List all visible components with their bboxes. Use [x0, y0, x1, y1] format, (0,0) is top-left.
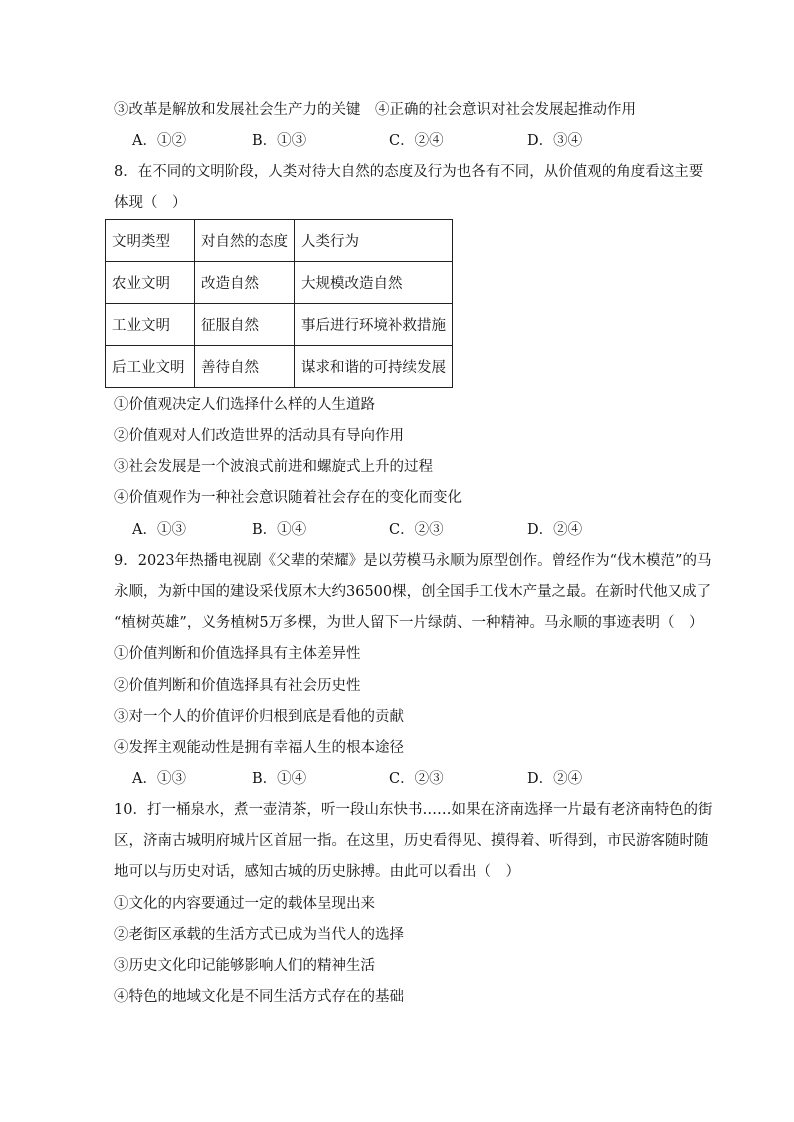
table-header-cell: 人类行为: [295, 220, 453, 262]
q7-option-c: C．②④: [389, 133, 444, 149]
q8-statement-3: ③社会发展是一个波浪式前进和螺旋式上升的过程: [114, 459, 433, 475]
q8-option-a: A．①③: [132, 522, 186, 538]
q7-option-a: A．①②: [132, 133, 186, 149]
q10-stem-line2: 区，济南古城明府城片区首屈一指。在这里，历史看得见、摸得着、听得到，市民游客随时随: [114, 833, 709, 849]
q9-stem-line2: 永顺，为新中国的建设采伐原木大约36500棵，创全国手工伐木产量之最。在新时代他又成了: [114, 584, 712, 600]
q8-option-b: B．①④: [252, 522, 307, 538]
table-cell: 工业文明: [106, 304, 195, 346]
q9-statement-4: ④发挥主观能动性是拥有幸福人生的根本途径: [114, 740, 404, 756]
q7-option-d: D．③④: [527, 133, 583, 149]
table-header-cell: 文明类型: [106, 220, 195, 262]
table-cell: 农业文明: [106, 262, 195, 304]
table-cell: 事后进行环境补救措施: [295, 304, 453, 346]
table-cell: 改造自然: [195, 262, 295, 304]
q8-statement-2: ②价值观对人们改造世界的活动具有导向作用: [114, 428, 404, 444]
q9-option-b: B．①④: [252, 771, 307, 787]
q10-statement-3: ③历史文化印记能够影响人们的精神生活: [114, 958, 375, 974]
q9-option-c: C．②③: [389, 771, 444, 787]
q10-statement-1: ①文化的内容要通过一定的载体呈现出来: [114, 896, 375, 912]
q8-stem-line2: 体现（ ）: [114, 195, 187, 211]
q9-option-d: D．②④: [527, 771, 583, 787]
table-row: [106, 262, 453, 304]
q10-statement-2: ②老街区承载的生活方式已成为当代人的选择: [114, 927, 404, 943]
table-header-row: [106, 220, 453, 262]
q9-option-a: A．①③: [132, 771, 186, 787]
q8-option-d: D．②④: [527, 522, 583, 538]
q9-statement-2: ②价值判断和价值选择具有社会历史性: [114, 678, 361, 694]
q8-table: [105, 219, 453, 388]
q10-stem-line1: 10．打一桶泉水，煮一壶清茶，听一段山东快书……如果在济南选择一片最有老济南特色的街: [114, 802, 713, 818]
table-cell: 谋求和谐的可持续发展: [295, 346, 453, 388]
table-header-cell: 对自然的态度: [195, 220, 295, 262]
q9-stem-line3: “植树英雄”，义务植树5万多棵，为世人留下一片绿荫、一种精神。马永顺的事迹表明（ ）: [114, 615, 704, 631]
table-row: [106, 346, 453, 388]
q8-statement-4: ④价值观作为一种社会意识随着社会存在的变化而变化: [114, 490, 462, 506]
table-cell: 后工业文明: [106, 346, 195, 388]
q7-statements-line: ③改革是解放和发展社会生产力的关键 ④正确的社会意识对社会发展起推动作用: [114, 102, 636, 118]
table-row: [106, 304, 453, 346]
q9-stem-line1: 9．2023年热播电视剧《父辈的荣耀》是以劳模马永顺为原型创作。曾经作为“伐木模范”的马: [114, 553, 712, 569]
q10-stem-line3: 地可以与历史对话，感知古城的历史脉搏。由此可以看出（ ）: [114, 864, 520, 880]
q7-option-b: B．①③: [252, 133, 307, 149]
q9-statement-1: ①价值判断和价值选择具有主体差异性: [114, 646, 361, 662]
table-cell: 征服自然: [195, 304, 295, 346]
q9-statement-3: ③对一个人的价值评价归根到底是看他的贡献: [114, 709, 404, 725]
table-cell: 大规模改造自然: [295, 262, 453, 304]
q8-statement-1: ①价值观决定人们选择什么样的人生道路: [114, 397, 375, 413]
q8-stem-line1: 8．在不同的文明阶段，人类对待大自然的态度及行为也各有不同，从价值观的角度看这主要: [114, 164, 704, 180]
q8-option-c: C．②③: [389, 522, 444, 538]
q10-statement-4: ④特色的地域文化是不同生活方式存在的基础: [114, 989, 404, 1005]
table-cell: 善待自然: [195, 346, 295, 388]
